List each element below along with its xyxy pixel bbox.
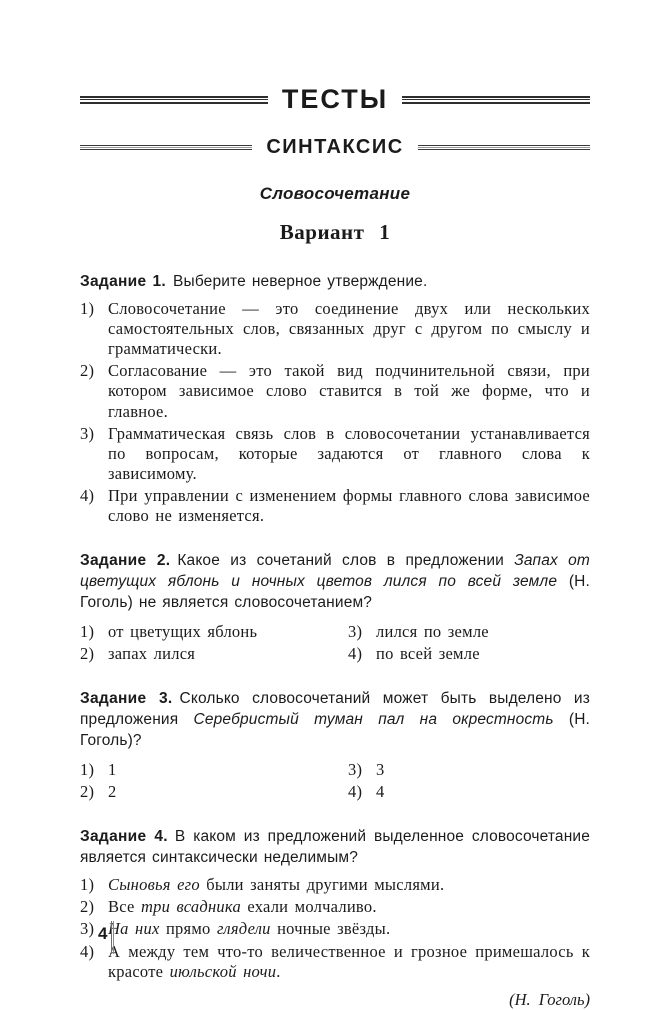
- italic-text: Серебристый туман пал на окрестность: [193, 711, 554, 729]
- decorative-double-line-left: [80, 145, 252, 150]
- item-number: 1): [80, 760, 95, 780]
- item-number: 2): [80, 644, 95, 664]
- italic-text: Запах от цветущих яблонь и ночных цветов лился по всей земле: [80, 552, 590, 591]
- item-number: 1): [80, 875, 95, 895]
- task-item: [80, 875, 590, 895]
- task-item: [80, 919, 590, 939]
- text: прямо: [159, 919, 217, 939]
- task-2-label: Задание 2.: [80, 552, 171, 570]
- task-item: [80, 760, 348, 780]
- text: В каком из предложений выделенное словосочетание является синтаксически неделимым?: [80, 828, 590, 867]
- text: 4: [376, 782, 385, 802]
- page-number: 4: [98, 924, 108, 943]
- task-3-label: Задание 3.: [80, 690, 173, 708]
- decorative-triple-line-left: [80, 96, 268, 104]
- task-1-prompt-text: [173, 273, 427, 290]
- page-number-bars: [111, 921, 114, 954]
- task-3: [80, 689, 590, 802]
- text: (Н. Гоголь)?: [80, 711, 590, 750]
- item-number: 2): [80, 361, 95, 381]
- text: Выберите неверное утверждение.: [173, 273, 428, 290]
- italic-text: На них: [108, 919, 160, 939]
- text: от цветущих яблонь: [108, 622, 258, 642]
- text: .: [276, 961, 281, 981]
- text: были заняты другими мыслями.: [199, 875, 445, 895]
- text: 3: [376, 760, 385, 780]
- task-3-prompt: [80, 689, 590, 752]
- item-number: 3): [80, 919, 95, 939]
- task-item: [80, 622, 348, 642]
- task-item: [80, 299, 590, 359]
- task-1: [80, 272, 590, 526]
- item-number: 1): [80, 298, 95, 318]
- item-number: 4): [348, 644, 363, 664]
- task-item: [348, 644, 590, 664]
- italic-text: глядели: [216, 919, 271, 939]
- task-item: [80, 897, 590, 917]
- task-4: [80, 827, 590, 1009]
- task-item: [80, 782, 348, 802]
- task-item: [348, 760, 590, 780]
- decorative-double-line-right: [418, 145, 590, 150]
- text: запах лился: [108, 644, 196, 664]
- italic-text: три всадника: [140, 897, 241, 917]
- task-item: [80, 486, 590, 526]
- text: Словосочетание — это соединение двух или нескольких самостоятельных слов, связанных друг с другом по смыслу и грамматически.: [108, 298, 590, 359]
- task-item: [80, 361, 590, 421]
- text: ночные звёзды.: [270, 919, 391, 939]
- task-1-prompt: [80, 272, 590, 293]
- item-number: 3): [80, 423, 95, 443]
- text: Согласование — это такой вид подчинительной связи, при котором зависимое слово ставится в той же форме, что и главное.: [108, 361, 590, 421]
- task-item: [348, 622, 590, 642]
- variant-heading: Вариант 1: [279, 220, 391, 244]
- text: Сколько словосочетаний может быть выделено из предложения: [80, 690, 590, 729]
- text: лился по земле: [376, 622, 489, 642]
- task-1-label: Задание 1.: [80, 273, 167, 290]
- section-heading-row: [80, 136, 590, 159]
- item-number: 4): [80, 486, 95, 506]
- task-item: [80, 424, 590, 484]
- task-item: [80, 644, 348, 664]
- item-number: 4): [348, 782, 363, 802]
- item-number: 3): [348, 622, 363, 642]
- section-title: СИНТАКСИС: [266, 136, 404, 158]
- page-footer: [98, 921, 114, 954]
- author-attribution: (Н. Гоголь): [509, 989, 590, 1009]
- item-number: 2): [80, 782, 95, 802]
- task-1-items: [80, 299, 590, 526]
- text: Грамматическая связь слов в словосочетании устанавливается по вопросам, которые задаются от главного слова к зависимому.: [108, 423, 590, 483]
- task-2: [80, 551, 590, 664]
- page-title: ТЕСТЫ: [281, 84, 389, 114]
- text: (Н. Гоголь) не является словосочетанием?: [80, 573, 590, 612]
- task-item: [348, 782, 590, 802]
- text: 1: [108, 760, 117, 780]
- italic-text: июльской ночи: [169, 961, 277, 981]
- task-2-options: [80, 622, 590, 664]
- italic-text: Сыновья его: [108, 875, 200, 895]
- text: При управлении с изменением формы главного слова зависимое слово не изменяется.: [108, 486, 590, 526]
- text: ехали молчаливо.: [240, 897, 377, 917]
- task-3-options: [80, 760, 590, 802]
- task-4-items: [80, 875, 590, 982]
- text: Какое из сочетаний слов в предложении: [177, 552, 515, 570]
- text: А между тем что-то величественное и грозное примешалось к красоте: [108, 941, 590, 981]
- task-2-prompt: [80, 551, 590, 614]
- text: 2: [108, 782, 117, 802]
- subsection-title: Словосочетание: [259, 184, 411, 203]
- item-number: 2): [80, 897, 95, 917]
- text: Все: [108, 897, 141, 917]
- task-item: [80, 942, 590, 982]
- decorative-triple-line-right: [402, 96, 590, 104]
- tests-heading-row: [80, 84, 590, 115]
- task-4-prompt: [80, 827, 590, 869]
- item-number: 1): [80, 622, 95, 642]
- text: по всей земле: [376, 644, 480, 664]
- task-4-label: Задание 4.: [80, 828, 168, 846]
- item-number: 4): [80, 941, 95, 961]
- item-number: 3): [348, 760, 363, 780]
